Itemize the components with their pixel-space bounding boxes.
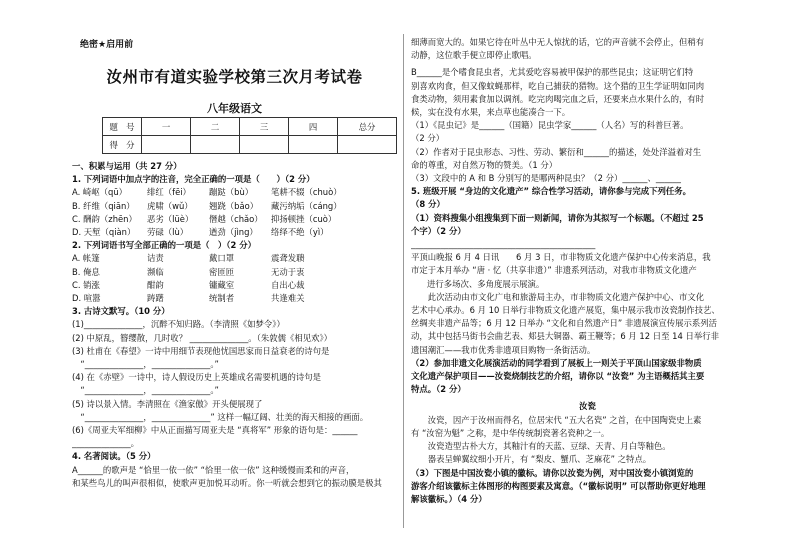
score-input-cell[interactable]	[191, 136, 240, 154]
score-cell: 题 号	[103, 118, 142, 136]
score-table-header-row	[103, 118, 397, 136]
left-column	[72, 160, 397, 490]
news-line: 进行多场次、多角度展示展演。	[427, 278, 545, 289]
passage-line: 别喜欢肉食，但又像蚊蝇那样，吃自己捕获的猎物。这个猎的卫生学证明如同肉	[411, 80, 705, 91]
option-row	[72, 186, 397, 199]
question-3: 3. 古诗文默写。（10 分）	[72, 306, 170, 317]
answer-blank[interactable]: ____________________________________________	[411, 239, 596, 250]
option-text: 共逢难关	[271, 293, 305, 304]
option-text: 恶劣（lüè）	[147, 213, 194, 224]
option-text: 酣韵	[147, 279, 164, 290]
option-text: 僭越（chǎo）	[209, 213, 263, 224]
news-line: 此次活动由市文化广电和旅游局主办，市非物质文化遗产保护中心、市文化	[411, 291, 705, 302]
option-text: B. 俺息	[72, 266, 100, 277]
score-input-cell[interactable]	[240, 136, 289, 154]
option-text: 绯红（fēi）	[147, 187, 191, 198]
sub-question: 命的尊重，对自然万物的赞美。（1 分）	[411, 159, 558, 170]
question-5-score: （8 分）	[411, 199, 445, 210]
option-text: 劳碌（lù）	[147, 227, 189, 238]
option-text: 遒劲（jìng）	[209, 227, 258, 238]
poem-blank-line[interactable]: “______________，______________” 这样一幅辽阔、壮美的海天相接的画面。	[72, 411, 369, 422]
sub-question: 特点。（2 分）	[411, 384, 466, 395]
question-2: 2. 下列词语书写全部正确的一项是（ ）（2 分）	[72, 240, 256, 251]
score-input-cell[interactable]	[142, 136, 191, 154]
score-cell: 一	[142, 118, 191, 136]
column-divider	[403, 34, 404, 528]
poem-blank-line[interactable]: (1)______________，沉醉不知归路。（李清照《如梦令》）	[72, 319, 285, 330]
article-line: 汝瓷造型古朴大方，其釉汁有的天蓝、豆绿、天青、月白等釉色。	[411, 441, 671, 452]
option-text: 虎啸（wǔ）	[147, 200, 193, 211]
option-row	[72, 213, 397, 226]
option-text: 濒临	[147, 266, 164, 277]
score-table	[102, 117, 397, 154]
option-row	[72, 292, 397, 305]
option-text: 抑扬顿挫（cuò）	[271, 213, 337, 224]
option-text: 密匝匝	[209, 266, 235, 277]
article-line: 汝瓷，因产于汝州而得名，位居宋代 “五大名瓷” 之首，在中国陶瓷史上素	[411, 414, 702, 425]
news-line: 动，其中包括马街书会曲艺表、郏县大铜器、霸王鞭等；6 月 12 日至 14 日举行非	[411, 331, 719, 342]
option-text: 镛藏室	[209, 279, 235, 290]
option-text: B. 纤维（qiān）	[72, 200, 135, 211]
sub-question: 解该徽标。）（4 分）	[411, 493, 487, 504]
passage-line: 动静，这位歌手便立即停止歌唱。	[411, 50, 537, 61]
news-line: 市定于本月举办 “唐 · 忆（共享非遗）” 非遗系列活动，对我市非物质文化遗产	[411, 265, 697, 276]
passage-line: 候，实在没有水果，来点草也能凑合一下。	[411, 107, 571, 118]
news-line: 平顶山晚报 6 月 4 日讯 6 月 3 日，市非物质文化遗产保护中心传来消息，我	[411, 252, 711, 263]
option-text: A. 帐篷	[72, 253, 100, 264]
news-line: 艺术中心承办。6 月 10 日举行非物质文化遗产展览，集中展示我市汝瓷制作技艺、	[411, 305, 720, 316]
option-text: A. 崎岖（qū）	[72, 187, 128, 198]
poem-blank-line: (5) 诗以景入情。李清照在《渔家傲》开头便展现了	[72, 398, 263, 409]
sub-question: （2）参加非遗文化展演活动的同学看到了展板上一则关于平顶山国家级非物质	[411, 357, 702, 368]
passage-line: A______的歌声是 “恰里一依一依” “恰里一依一依” 这种缓慢而柔和的声音，	[72, 464, 355, 475]
poem-blank-line: (4) 在《赤壁》一诗中，诗人假设历史上英雄成名需要机遇的诗句是	[72, 372, 322, 383]
option-text: 蹦跶（bù）	[209, 187, 254, 198]
option-text: 踌躇	[147, 293, 164, 304]
option-text: D. 天堑（qiàn）	[72, 227, 136, 238]
question-1: 1. 下列词语中加点字的注音，完全正确的一项是（ ）（2 分）	[72, 174, 315, 185]
passage-line: 食类动物，须用素食加以调剂。吃完肉喝完血之后，还要来点水果什么的，有时	[411, 93, 705, 104]
option-text: 笔耕不辍（chuò）	[271, 187, 342, 198]
option-row	[72, 279, 397, 292]
sub-question: 游客介绍该徽标主体图形的构图要素及寓意。（“徽标说明” 可以帮助你更好地理	[411, 480, 706, 491]
option-text: 络绎不绝（yì）	[271, 227, 329, 238]
option-text: C. 酬韵（zhēn）	[72, 213, 137, 224]
section-heading: 一、积累与运用（共 27 分）	[72, 161, 182, 171]
score-input-cell[interactable]	[289, 136, 338, 154]
option-text: 震聋发聩	[271, 253, 305, 264]
option-text: 藏污纳垢（cáng）	[271, 200, 342, 211]
article-title: 汝瓷	[579, 401, 596, 412]
score-cell: 三	[240, 118, 289, 136]
sub-question: 文化遗产保护项目——汝瓷烧制技艺的介绍，请你以 “汝瓷” 为主语概括其主要	[411, 371, 705, 382]
exam-title: 汝州市有道实验学校第三次月考试卷	[106, 68, 363, 86]
sub-question: （3）下图是中国汝瓷小镇的徽标。请你以汝瓷为例，对中国汝瓷小镇浏览的	[411, 467, 694, 478]
passage-line: B______是个嗜食昆虫者，尤其爱吃容易被甲保护的那些昆虫；这证明它们特	[411, 67, 694, 78]
option-text: 统制者	[209, 293, 235, 304]
poem-blank-line[interactable]: (2) 中原乱，簪缨散，几时收？ ______________。（朱敦儒《相见欢》）	[72, 332, 333, 343]
option-row	[72, 266, 397, 279]
passage-line: 和某些鸟儿的叫声很相似，使歌声更加悦耳动听。你一听就会想到它的振动膜是极其	[72, 477, 382, 488]
option-text: 翘跷（bǎo）	[209, 200, 259, 211]
sub-question: （1）《昆虫记》是______（国籍）昆虫学家______（人名）写的科普巨著。	[411, 120, 689, 131]
score-cell: 得 分	[103, 136, 142, 154]
sub-question: （3）文段中的 A 和 B 分别写的是哪两种昆虫？（2 分）______、______	[411, 173, 681, 184]
news-line: 遗国潮汇——我市优秀非遗项目购物一条街活动。	[411, 344, 596, 355]
score-cell: 总分	[338, 118, 397, 136]
subject-title: 八年级语文	[207, 102, 262, 115]
option-text: D. 喧嚣	[72, 293, 101, 304]
option-row	[72, 252, 397, 265]
sub-question: （1）资料搜集小组搜集到下面一则新闻，请你为其拟写一个标题。（不超过 25	[411, 212, 704, 223]
poem-blank-line[interactable]: “______________，______________。”	[72, 359, 219, 370]
poem-blank-line[interactable]: “______________，______________。”	[72, 385, 219, 396]
poem-blank-line: (3) 杜甫在《春望》一诗中用细节表现他忧国思家而日益衰老的诗句是	[72, 345, 330, 356]
question-4: 4. 名著阅读。（5 分）	[72, 451, 156, 462]
option-text: 无动于衷	[271, 266, 305, 277]
option-row	[72, 200, 397, 213]
article-line: 器表呈蝉翼纹细小开片，有 “梨皮、蟹爪、芝麻花” 之特点。	[411, 454, 652, 465]
sub-question: （2 分）	[411, 133, 445, 144]
score-table-score-row	[103, 136, 397, 154]
passage-line: 细薄而宽大的。如果它待在叶丛中无人惊扰的话，它的声音就不会停止，但稍有	[411, 37, 705, 47]
article-line: 有 “汝窑为魁” 之称，是中华传统制瓷著名瓷种之一。	[411, 427, 610, 438]
option-text: C. 销涨	[72, 279, 100, 290]
sub-question: 个字）（2 分）	[411, 225, 466, 236]
option-text: 诘责	[147, 253, 164, 264]
poem-blank-line[interactable]: ______________。	[72, 438, 139, 449]
secret-label: 绝密★启用前	[80, 40, 134, 50]
poem-blank-line[interactable]: (6)《周亚夫军细柳》中从正面描写周亚夫是 “真将军” 形象的语句是：______	[72, 425, 358, 436]
option-text: 自出心裁	[271, 279, 305, 290]
option-row	[72, 226, 397, 239]
option-text: 戴口罩	[209, 253, 235, 264]
right-column	[411, 36, 764, 506]
question-5: 5. 班级开展 “身边的文化遗产” 综合性学习活动，请你参与完成下列任务。	[411, 186, 692, 197]
score-cell: 四	[289, 118, 338, 136]
score-input-cell[interactable]	[338, 136, 397, 154]
score-cell: 二	[191, 118, 240, 136]
sub-question: （2）作者对于昆虫形态、习性、劳动、繁衍和______的描述，处处洋溢着对生	[411, 146, 702, 157]
news-line: 丝绸夹非遗产品等；6 月 12 日举办 “文化和自然遗产日” 非遗展演宣传展示系列活	[411, 318, 717, 329]
